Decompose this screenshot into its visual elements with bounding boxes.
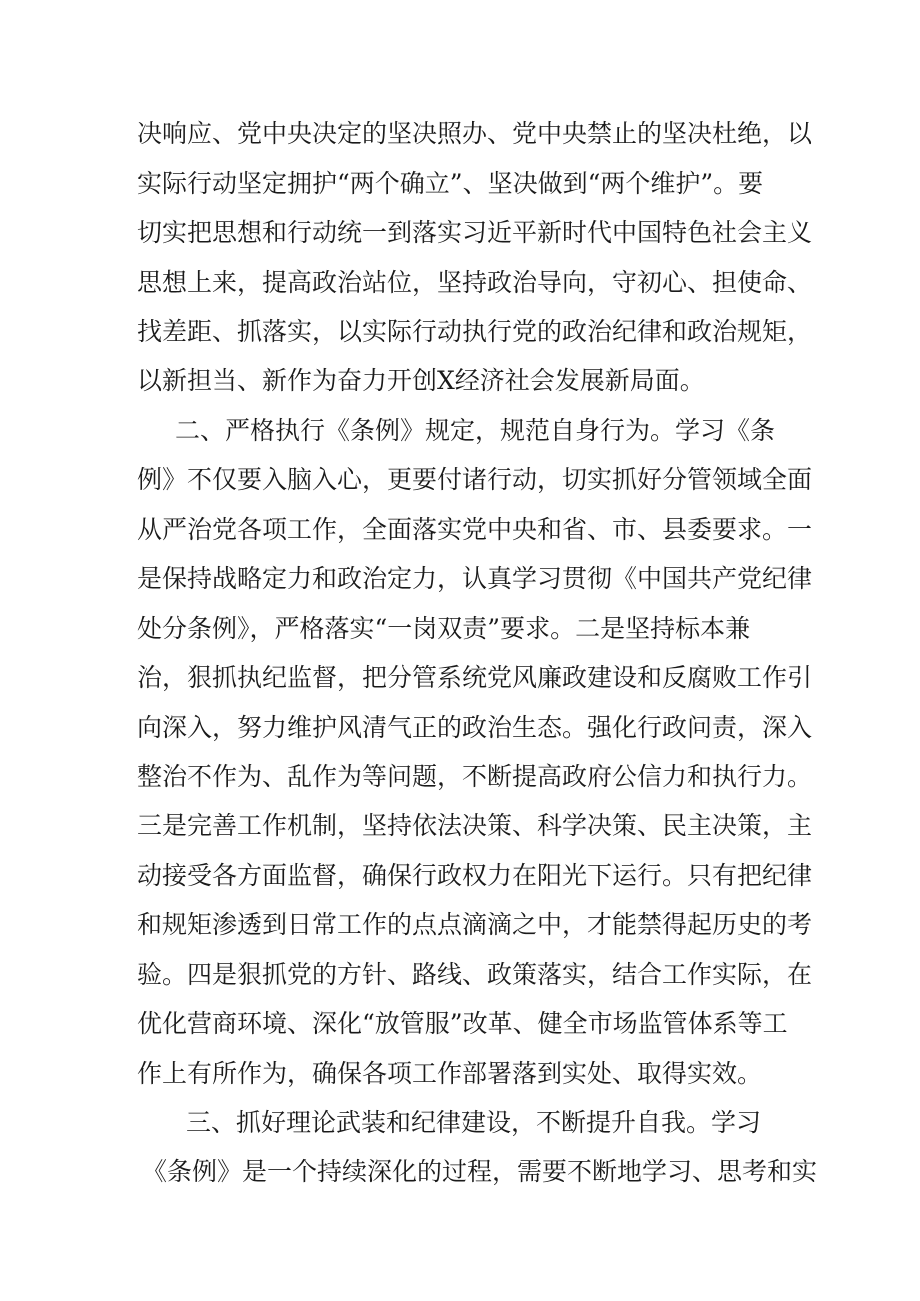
paragraph-heading-line: 三、抓好理论武装和纪律建设，不断提升自我。学习 <box>186 1108 762 1137</box>
text-line: 思想上来，提高政治站位，坚持政治导向，守初心、担使命、 <box>137 268 813 297</box>
text-line: 处分条例》，严格落实“一岗双责”要求。二是坚持标本兼 <box>137 614 751 643</box>
text-line: 动接受各方面监督，确保行政权力在阳光下运行。只有把纪律 <box>137 861 813 890</box>
text-line: 例》不仅要入脑入心，更要付诸行动，切实抓好分管领域全面 <box>137 465 813 494</box>
text-line: 向深入，努力维护风清气正的政治生态。强化行政问责，深入 <box>137 713 813 742</box>
text-line: 作上有所作为，确保各项工作部署落到实处、取得实效。 <box>137 1059 763 1088</box>
text-line: 《条例》是一个持续深化的过程，需要不断地学习、思考和实 <box>142 1157 818 1186</box>
paragraph-heading-line: 二、严格执行《条例》规定，规范自身行为。学习《条 <box>175 416 776 445</box>
text-line: 整治不作为、乱作为等问题，不断提高政府公信力和执行力。 <box>137 762 813 791</box>
text-line: 实际行动坚定拥护“两个确立”、坚决做到“两个维护”。要 <box>137 169 764 198</box>
text-line: 是保持战略定力和政治定力，认真学习贯彻《中国共产党纪律 <box>137 564 813 593</box>
text-line: 决响应、党中央决定的坚决照办、党中央禁止的坚决杜绝，以 <box>137 119 813 148</box>
text-line: 优化营商环境、深化“放管服”改革、健全市场监管体系等工 <box>137 1009 788 1038</box>
text-line: 治，狠抓执纪监督，把分管系统党风廉政建设和反腐败工作引 <box>137 663 813 692</box>
text-line: 从严治党各项工作，全面落实党中央和省、市、县委要求。一 <box>137 515 813 544</box>
text-line: 切实把思想和行动统一到落实习近平新时代中国特色社会主义 <box>137 218 813 247</box>
text-line: 以新担当、新作为奋力开创X经济社会发展新局面。 <box>137 366 705 395</box>
text-line: 三是完善工作机制，坚持依法决策、科学决策、民主决策，主 <box>137 811 813 840</box>
text-line: 和规矩渗透到日常工作的点点滴滴之中，才能禁得起历史的考 <box>137 910 813 939</box>
text-line: 找差距、抓落实，以实际行动执行党的政治纪律和政治规矩， <box>137 317 813 346</box>
text-line: 验。四是狠抓党的方针、路线、政策落实，结合工作实际，在 <box>137 960 813 989</box>
